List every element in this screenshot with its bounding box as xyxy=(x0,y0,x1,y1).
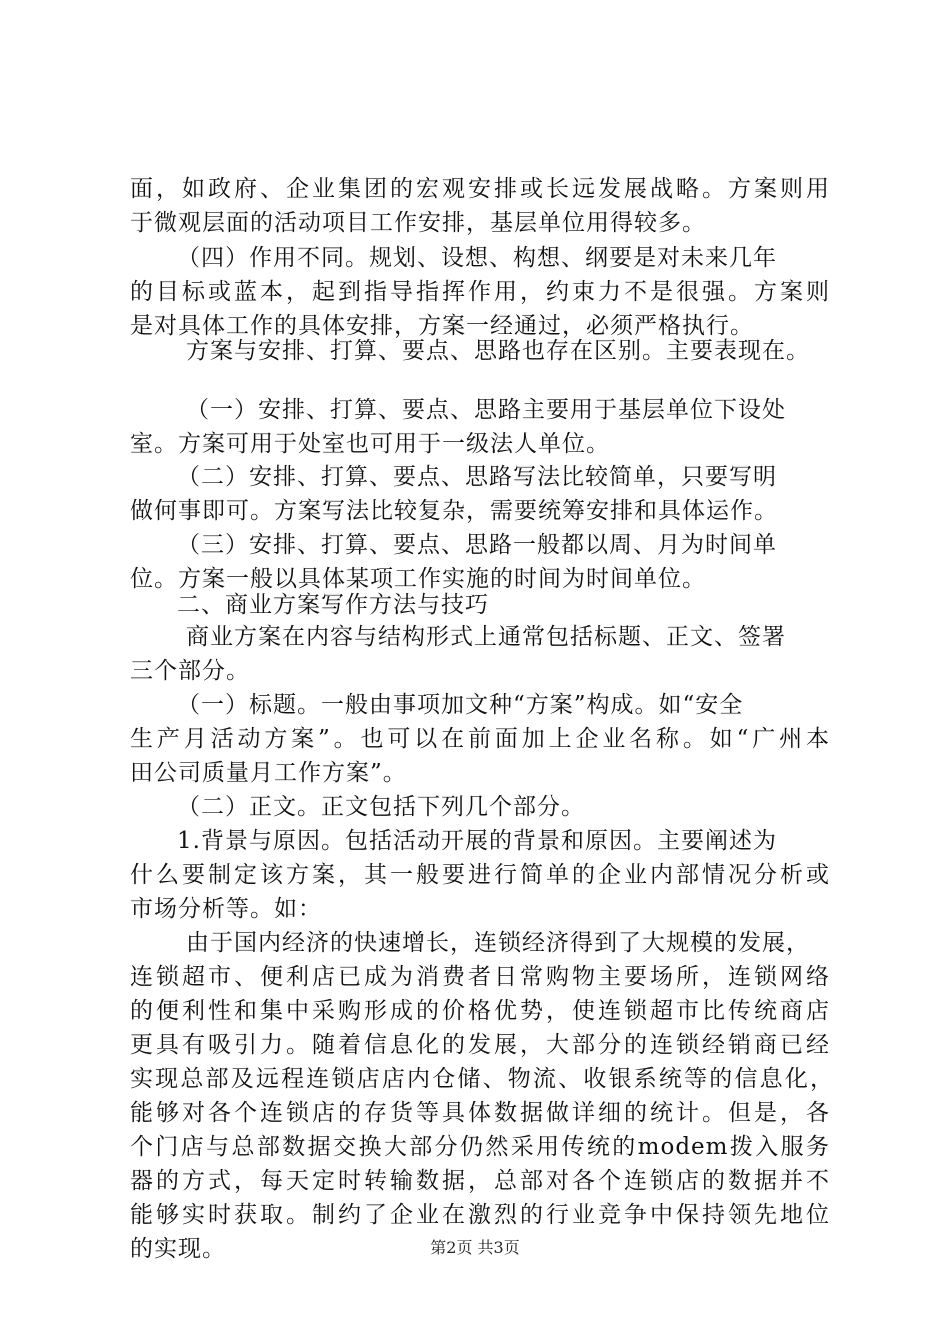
text-line: （二）安排、打算、要点、思路写法比较简单，只要写明 xyxy=(177,464,777,490)
text-line: 什么要制定该方案，其一般要进行简单的企业内部情况分析或 xyxy=(130,862,830,888)
text-line: （二）正文。正文包括下列几个部分。 xyxy=(177,794,585,820)
text-line: 是对具体工作的具体安排，方案一经通过，必须严格执行。 xyxy=(130,313,754,339)
text-line: 的便利性和集中采购形成的价格优势，使连锁超市比传统商店 xyxy=(130,998,830,1024)
text-line: 连锁超市、便利店已成为消费者日常购物主要场所，连锁网络 xyxy=(130,964,830,990)
text-line: 面，如政府、企业集团的宏观安排或长远发展战略。方案则用 xyxy=(130,176,830,202)
text-line: 方案与安排、打算、要点、思路也存在区别。主要表现在。 xyxy=(186,338,810,364)
text-line: 市场分析等。如： xyxy=(130,896,322,922)
text-line: 生产月活动方案”。也可以在前面加上企业名称。如“广州本 xyxy=(130,726,830,752)
text-line: 室。方案可用于处室也可用于一级法人单位。 xyxy=(130,431,610,457)
text-line: 三个部分。 xyxy=(130,658,250,684)
text-line: 做何事即可。方案写法比较复杂，需要统筹安排和具体运作。 xyxy=(130,498,778,524)
text-line: 的目标或蓝本，起到指导指挥作用，约束力不是很强。方案则 xyxy=(130,279,830,305)
text-line: 由于国内经济的快速增长，连锁经济得到了大规模的发展， xyxy=(186,930,810,956)
page-number: 第2页 共3页 xyxy=(430,1238,520,1257)
text-line: 的实现。 xyxy=(130,1236,226,1262)
text-line: 能够对各个连锁店的存货等具体数据做详细的统计。但是，各 xyxy=(130,1100,830,1126)
text-line: 于微观层面的活动项目工作安排，基层单位用得较多。 xyxy=(130,210,706,236)
text-line: （四）作用不同。规划、设想、构想、纲要是对未来几年 xyxy=(177,245,777,271)
text-line: 更具有吸引力。随着信息化的发展，大部分的连锁经销商已经 xyxy=(130,1032,830,1058)
text-line: 商业方案在内容与结构形式上通常包括标题、正文、签署 xyxy=(186,624,786,650)
text-line: 器的方式，每天定时转输数据，总部对各个连锁店的数据并不 xyxy=(130,1168,830,1194)
text-line: （三）安排、打算、要点、思路一般都以周、月为时间单 xyxy=(177,532,777,558)
text-line: 个门店与总部数据交换大部分仍然采用传统的modem拨入服务 xyxy=(130,1134,830,1160)
text-line: 能够实时获取。制约了企业在激烈的行业竞争中保持领先地位 xyxy=(130,1202,830,1228)
text-line: 1.背景与原因。包括活动开展的背景和原因。主要阐述为 xyxy=(177,828,777,854)
text-line: 田公司质量月工作方案”。 xyxy=(130,760,407,786)
section-heading: 二、商业方案写作方法与技巧 xyxy=(177,592,489,618)
text-line: 位。方案一般以具体某项工作实施的时间为时间单位。 xyxy=(130,566,706,592)
text-line: （一）标题。一般由事项加文种“方案”构成。如“安全 xyxy=(177,692,744,718)
text-line: 实现总部及远程连锁店店内仓储、物流、收银系统等的信息化， xyxy=(130,1066,834,1092)
text-line: （一）安排、打算、要点、思路主要用于基层单位下设处 xyxy=(186,397,786,423)
